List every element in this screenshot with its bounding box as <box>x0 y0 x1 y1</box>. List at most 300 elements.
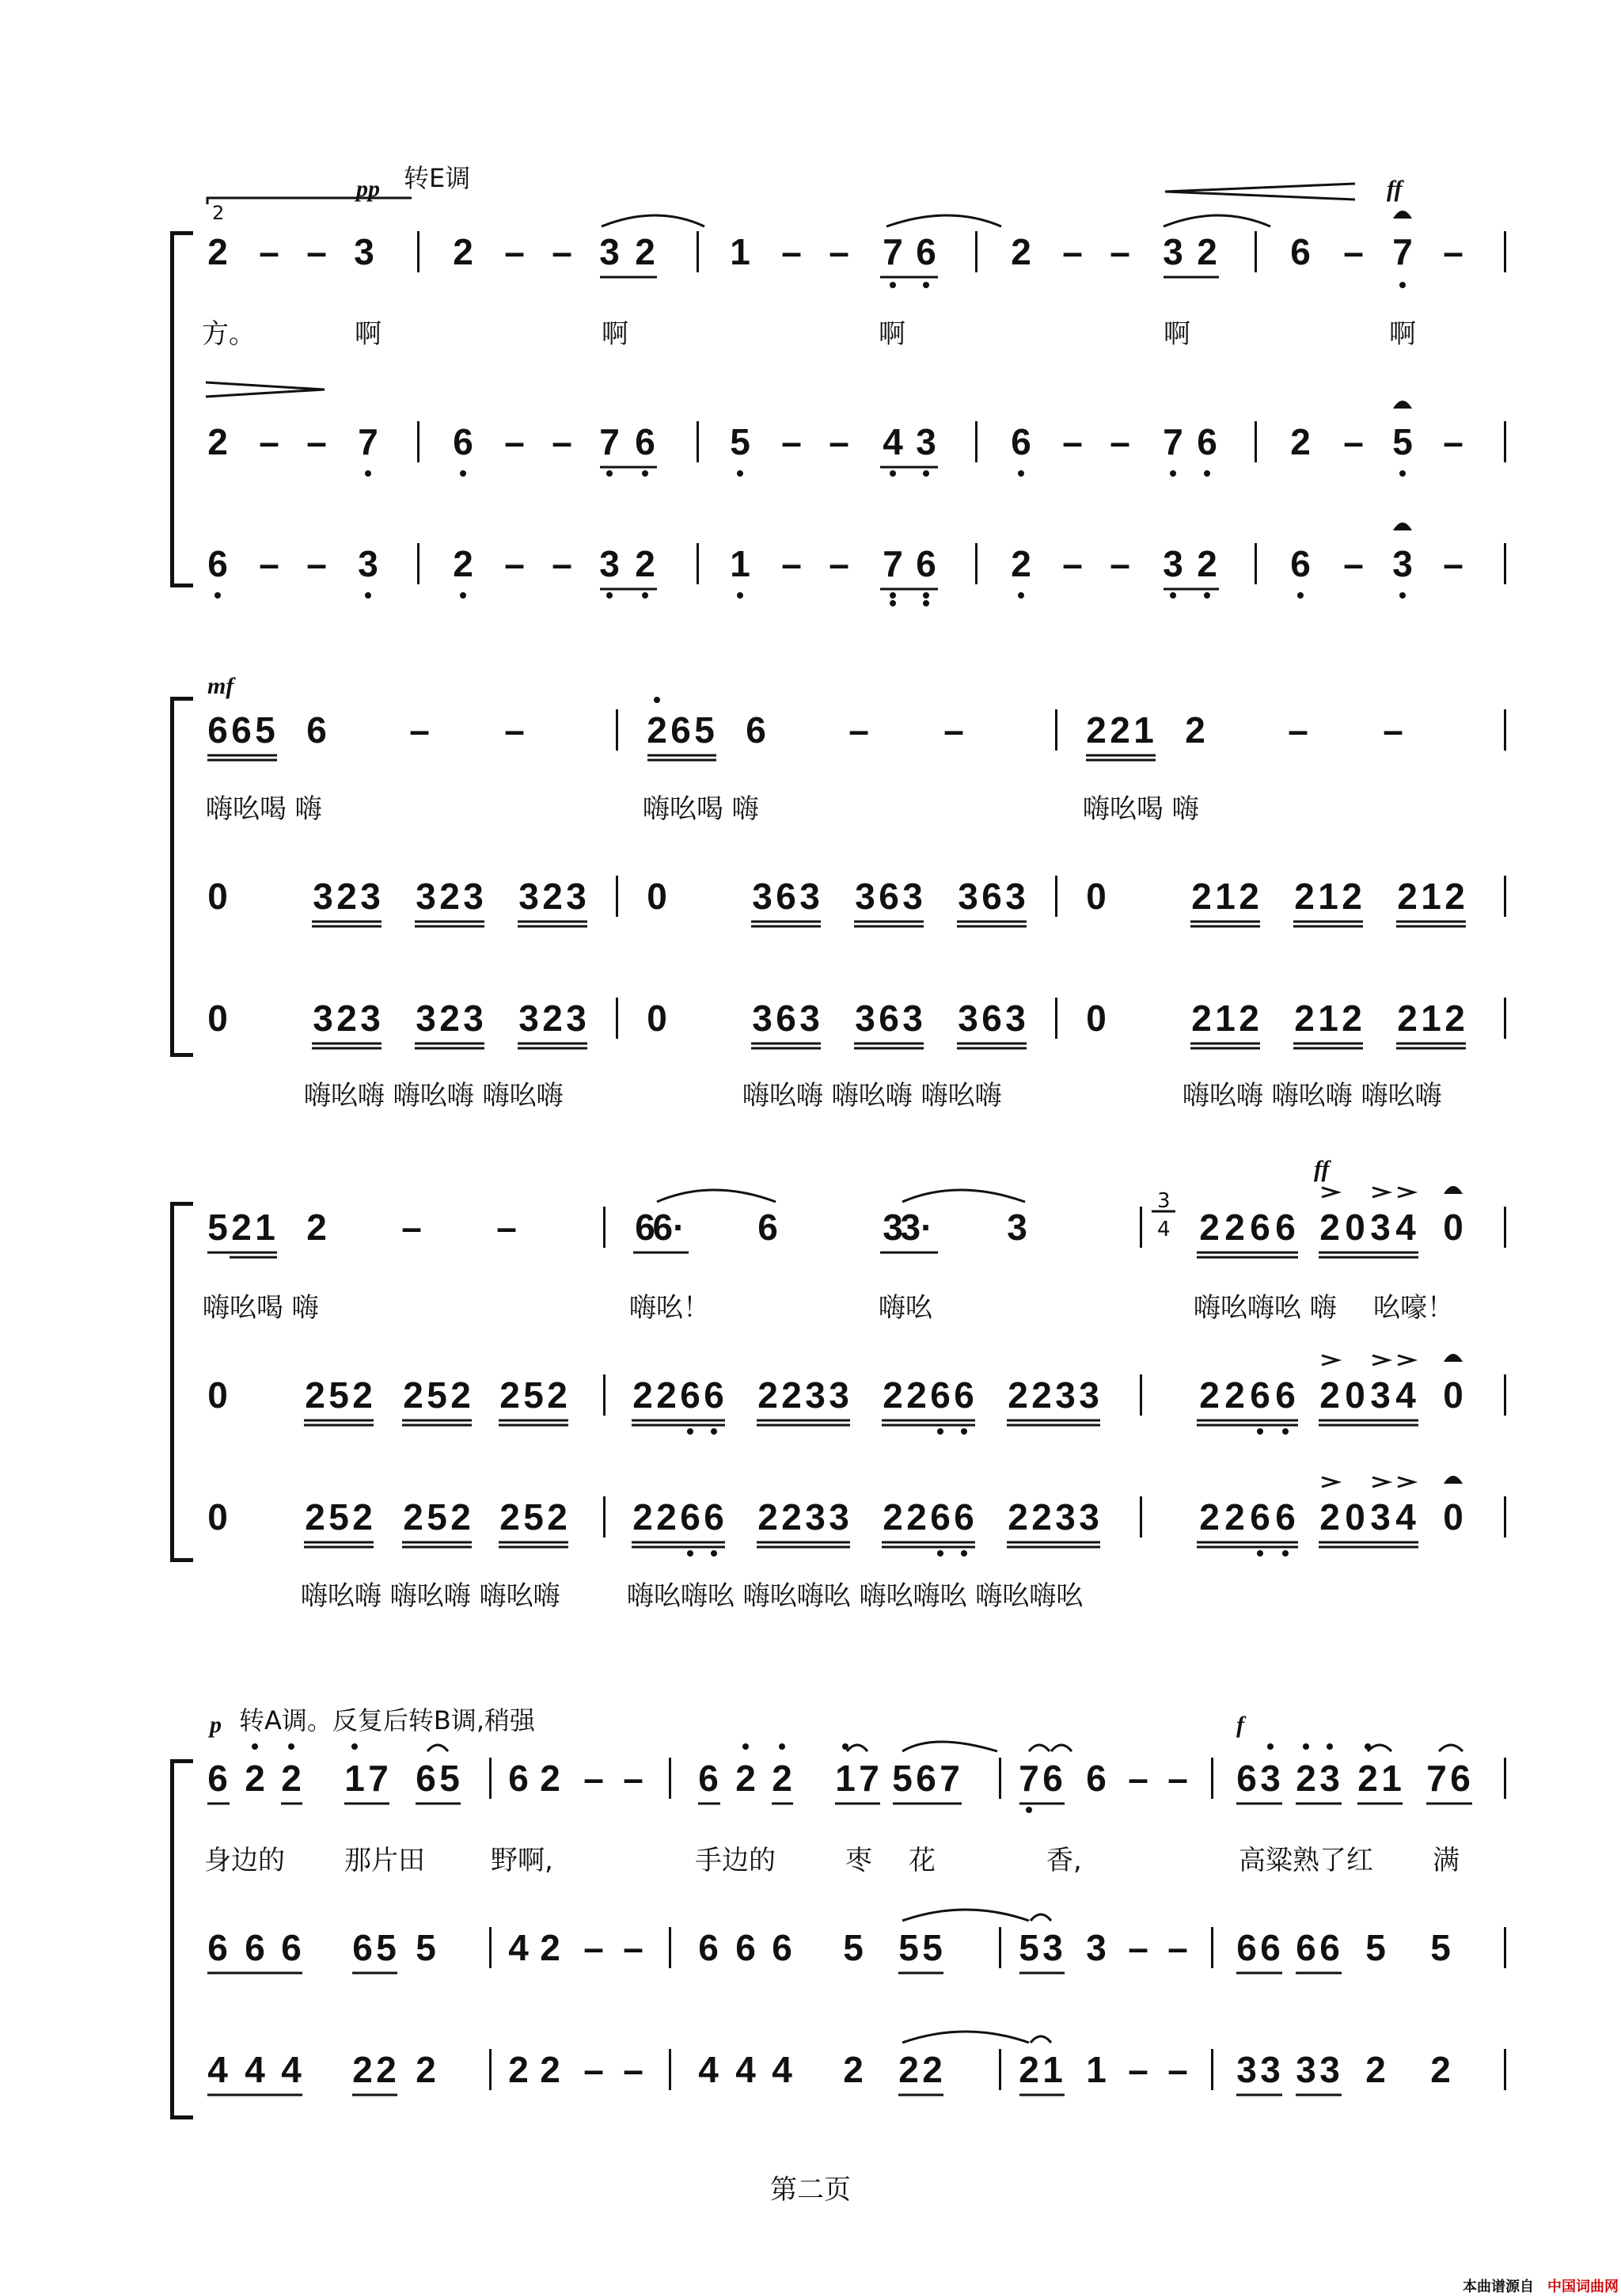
note-digit: 2 <box>336 998 357 1039</box>
note-digit: 3 <box>958 998 978 1039</box>
note-digit: 7 <box>599 421 620 462</box>
note-digit: 6 <box>635 421 655 462</box>
note-digit: 6 <box>231 709 252 751</box>
note-digit: 5 <box>922 1927 943 1968</box>
sustain-dash: – <box>1062 231 1083 272</box>
note-digit: 3 <box>1370 1374 1391 1416</box>
note-digit: 2 <box>656 1374 677 1416</box>
note-digit: 3 <box>958 876 978 917</box>
lyric: 满 <box>1433 1845 1460 1876</box>
lyric: 方。 <box>202 318 256 350</box>
note-digit: 2 <box>1199 1374 1220 1416</box>
sustain-dash: – <box>781 543 802 584</box>
note-digit: 6 <box>1250 1207 1270 1248</box>
note-digit: 2 <box>281 1758 302 1799</box>
note-digit: 1 <box>1215 998 1236 1039</box>
note-digit: 2 <box>1199 1496 1220 1538</box>
note-digit: 6 <box>680 1496 700 1538</box>
sustain-dash: – <box>1167 1758 1188 1799</box>
note-digit: 6 <box>1042 1758 1063 1799</box>
lyric: 枣 <box>845 1845 872 1876</box>
note-digit: 1 <box>1086 2049 1107 2090</box>
note-digit: 3 <box>416 876 436 917</box>
note-digit: 6 <box>704 1496 724 1538</box>
sustain-dash: – <box>623 1927 643 1968</box>
note-digit: 6 <box>1250 1496 1270 1538</box>
note-digit: 2 <box>1086 709 1107 751</box>
note-digit: 2 <box>1397 998 1418 1039</box>
note-digit: 0 <box>1443 1374 1463 1416</box>
note-digit: 2 <box>635 543 655 584</box>
sustain-dash: – <box>1128 1758 1148 1799</box>
note-digit: 6 <box>207 1758 228 1799</box>
note-digit: 3 <box>1319 2049 1340 2090</box>
note-digit: 7 <box>358 421 378 462</box>
note-digit: 6 <box>1319 1927 1340 1968</box>
note-digit: 7 <box>1019 1758 1039 1799</box>
dynamic-ff: ff <box>1387 176 1403 202</box>
sustain-dash: – <box>306 231 327 272</box>
sustain-dash: – <box>829 231 849 272</box>
note-digit: 6 <box>704 1374 724 1416</box>
note-digit: 2 <box>439 998 460 1039</box>
note-digit: 0 <box>207 1374 228 1416</box>
sustain-dash: – <box>259 543 279 584</box>
note-digit: 2 <box>883 1496 903 1538</box>
sustain-dash: – <box>504 421 525 462</box>
note-digit: 2 <box>1008 1496 1028 1538</box>
lyric: 花 <box>909 1845 936 1876</box>
note-digit: 2 <box>508 2049 529 2090</box>
note-digit: 1 <box>1381 1758 1402 1799</box>
note-digit: 6 <box>735 1927 756 1968</box>
sustain-dash: – <box>583 1758 604 1799</box>
note-digit: 2 <box>450 1374 471 1416</box>
note-digit: 3 <box>1163 231 1183 272</box>
note-digit: 4 <box>1395 1374 1416 1416</box>
note-digit: 5 <box>427 1496 447 1538</box>
note-digit: 2 <box>305 1374 325 1416</box>
note-digit: 3 <box>463 876 484 917</box>
note-digit: 6 <box>1236 1927 1257 1968</box>
lyric: 嗨吆嗨 嗨吆嗨 嗨吆嗨 <box>742 1080 1002 1112</box>
lyric: 嗨吆嗨吆 嗨吆嗨吆 嗨吆嗨吆 嗨吆嗨吆 <box>627 1580 1084 1612</box>
sustain-dash: – <box>1383 709 1403 751</box>
time-signature-top: 3 <box>1157 1189 1171 1213</box>
note-digit: 6 <box>1275 1374 1296 1416</box>
sustain-dash: – <box>1110 231 1130 272</box>
note-digit: 6 <box>776 876 796 917</box>
lyric: 那片田 <box>344 1845 425 1876</box>
note-digit: 5 <box>328 1496 349 1538</box>
lyric: 吆嚎！ <box>1373 1292 1454 1324</box>
note-digit: 2 <box>1019 2049 1039 2090</box>
note-digit: 2 <box>352 1374 373 1416</box>
key-change-label: 转A调。反复后转B调,稍强 <box>239 1705 536 1735</box>
note-digit: 2 <box>352 1496 373 1538</box>
note-digit: 3 <box>566 876 587 917</box>
note-digit: 5 <box>523 1374 544 1416</box>
note-digit: 2 <box>656 1496 677 1538</box>
note-digit: 2 <box>781 1496 802 1538</box>
note-digit: 6 <box>680 1374 700 1416</box>
note-digit: 2 <box>757 1374 778 1416</box>
sustain-dash: – <box>306 543 327 584</box>
note-digit: 4 <box>1395 1207 1416 1248</box>
note-digit: 2 <box>906 1496 927 1538</box>
note-digit: 2 <box>1319 1496 1340 1538</box>
note-digit: 1 <box>730 231 750 272</box>
note-digit: 1 <box>255 1207 275 1248</box>
note-digit: 2 <box>883 1374 903 1416</box>
note-digit: 6 <box>207 543 228 584</box>
note-digit: 5 <box>328 1374 349 1416</box>
note-digit: 2 <box>403 1374 423 1416</box>
note-digit: 2 <box>207 231 228 272</box>
sustain-dash: – <box>259 231 279 272</box>
note-digit: 4 <box>698 2049 719 2090</box>
lyric: 啊 <box>1389 318 1416 350</box>
note-digit: 2 <box>352 2049 373 2090</box>
note-digit: 2 <box>1444 998 1465 1039</box>
note-digit: 3 <box>1370 1496 1391 1538</box>
lyric: 啊 <box>879 318 905 350</box>
note-digit: 2 <box>1011 543 1031 584</box>
note-digit: 2 <box>542 876 563 917</box>
note-digit: 0 <box>1086 876 1107 917</box>
sustain-dash: – <box>1443 421 1463 462</box>
note-digit: 3 <box>360 876 381 917</box>
sustain-dash: – <box>1128 2049 1148 2090</box>
note-digit: 2 <box>1197 231 1217 272</box>
note-digit: 3 <box>752 998 773 1039</box>
note-digit: 2 <box>898 2049 919 2090</box>
note-digit: 6 <box>1296 1927 1316 1968</box>
note-digit: 3 <box>883 1207 903 1248</box>
note-digit: 2 <box>207 421 228 462</box>
sustain-dash: – <box>1110 543 1130 584</box>
note-digit: 2 <box>540 1758 560 1799</box>
note-digit: 0 <box>1443 1207 1463 1248</box>
note-digit: 3 <box>1079 1496 1099 1538</box>
lyric: 嗨吆嗨 嗨吆嗨 嗨吆嗨 <box>301 1580 560 1612</box>
sustain-dash: – <box>1443 543 1463 584</box>
note-digit: 2 <box>453 543 473 584</box>
note-digit: 2 <box>757 1496 778 1538</box>
note-digit: 2 <box>632 1496 653 1538</box>
note-digit: 3 <box>855 998 875 1039</box>
note-digit: 6 <box>1450 1758 1471 1799</box>
note-digit: 3 <box>1005 998 1026 1039</box>
note-digit: 6 <box>698 1927 719 1968</box>
note-digit: 3 <box>566 998 587 1039</box>
dynamic-ff: ff <box>1314 1156 1330 1182</box>
note-digit: 6 <box>1236 1758 1257 1799</box>
note-digit: 0 <box>1345 1207 1365 1248</box>
note-digit: 6 <box>776 998 796 1039</box>
lyric: 啊 <box>1164 318 1190 350</box>
sustain-dash: – <box>1167 2049 1188 2090</box>
page-number: 第二页 <box>770 2174 851 2206</box>
note-digit: 6 <box>930 1374 951 1416</box>
note-digit: 6 <box>879 998 899 1039</box>
note-digit: 6 <box>635 1207 655 1248</box>
note-digit: 1 <box>1421 998 1441 1039</box>
note-digit: 5 <box>427 1374 447 1416</box>
note-digit: 2 <box>1239 876 1259 917</box>
lyric: 嗨吆喝 嗨 <box>206 793 322 825</box>
note-digit: 6 <box>1290 543 1311 584</box>
note-digit: 6 <box>1275 1496 1296 1538</box>
note-digit: 1 <box>1318 998 1338 1039</box>
note-digit: 3· <box>900 1207 933 1248</box>
sustain-dash: – <box>781 231 802 272</box>
note-digit: 7 <box>883 543 903 584</box>
sustain-dash: – <box>259 421 279 462</box>
note-digit: 3 <box>829 1374 849 1416</box>
note-digit: 5 <box>843 1927 864 1968</box>
note-digit: 6 <box>508 1758 529 1799</box>
sustain-dash: – <box>829 543 849 584</box>
sustain-dash: – <box>583 2049 604 2090</box>
note-digit: 6 <box>207 1927 228 1968</box>
note-digit: 6 <box>954 1374 974 1416</box>
note-digit: 7 <box>883 231 903 272</box>
lyric: 嗨吆 <box>879 1292 932 1324</box>
note-digit: 2 <box>772 1758 792 1799</box>
note-digit: 5 <box>207 1207 228 1248</box>
note-digit: 2 <box>632 1374 653 1416</box>
note-digit: 5 <box>730 421 750 462</box>
note-digit: 2 <box>336 876 357 917</box>
note-digit: 2 <box>1397 876 1418 917</box>
lyric: 高粱熟了红 <box>1239 1845 1373 1876</box>
sustain-dash: – <box>781 421 802 462</box>
sustain-dash: – <box>1062 421 1083 462</box>
note-digit: 1 <box>835 1758 856 1799</box>
note-digit: 6 <box>954 1496 974 1538</box>
note-digit: 0 <box>647 998 667 1039</box>
note-digit: 3 <box>1055 1374 1076 1416</box>
note-digit: 6 <box>698 1758 719 1799</box>
note-digit: 2 <box>1110 709 1130 751</box>
note-digit: 2 <box>735 1758 756 1799</box>
note-digit: 6 <box>772 1927 792 1968</box>
lyric: 野啊, <box>491 1845 553 1876</box>
note-digit: 6 <box>1290 231 1311 272</box>
note-digit: 2 <box>1430 2049 1451 2090</box>
note-digit: 2 <box>1185 709 1205 751</box>
note-digit: 2 <box>305 1496 325 1538</box>
note-digit: 3 <box>313 876 333 917</box>
note-digit: 0 <box>1086 998 1107 1039</box>
note-digit: 2 <box>1294 876 1315 917</box>
note-digit: 3 <box>463 998 484 1039</box>
note-digit: 6 <box>930 1496 951 1538</box>
sustain-dash: – <box>552 543 572 584</box>
lyric: 手边的 <box>695 1845 776 1876</box>
note-digit: 3 <box>805 1374 826 1416</box>
key-change-label: 转E调 <box>404 163 471 193</box>
note-digit: 3 <box>1007 1207 1027 1248</box>
note-digit: 3 <box>1042 1927 1063 1968</box>
note-digit: 2 <box>1319 1374 1340 1416</box>
note-digit: 3 <box>1055 1496 1076 1538</box>
note-digit: 6 <box>352 1927 373 1968</box>
note-digit: 1 <box>344 1758 365 1799</box>
note-digit: 2 <box>439 876 460 917</box>
sustain-dash: – <box>552 421 572 462</box>
note-digit: 1 <box>1133 709 1154 751</box>
note-digit: 6 <box>1260 1927 1281 1968</box>
note-digit: 2 <box>542 998 563 1039</box>
note-digit: 5 <box>1430 1927 1451 1968</box>
note-digit: 3 <box>354 231 374 272</box>
sustain-dash: – <box>552 231 572 272</box>
note-digit: 7 <box>859 1758 879 1799</box>
note-digit: 2 <box>540 2049 560 2090</box>
note-digit: 6 <box>746 709 766 751</box>
note-digit: 6 <box>670 709 691 751</box>
note-digit: 1 <box>1042 2049 1063 2090</box>
lyric: 嗨吆嗨 嗨吆嗨 嗨吆嗨 <box>304 1080 564 1112</box>
note-digit: 5 <box>1019 1927 1039 1968</box>
note-digit: 1 <box>1318 876 1338 917</box>
note-digit: 2 <box>1365 2049 1386 2090</box>
note-digit: 1 <box>730 543 750 584</box>
note-digit: 3 <box>916 421 936 462</box>
note-digit: 3 <box>1236 2049 1257 2090</box>
note-digit: 2 <box>547 1496 568 1538</box>
note-digit: 2 <box>540 1927 560 1968</box>
note-digit: 3 <box>1086 1927 1107 1968</box>
note-digit: 6 <box>306 709 327 751</box>
note-digit: 3 <box>599 543 620 584</box>
sustain-dash: – <box>1443 231 1463 272</box>
note-digit: 5 <box>255 709 275 751</box>
sustain-dash: – <box>1167 1927 1188 1968</box>
note-digit: 3 <box>1005 876 1026 917</box>
sustain-dash: – <box>401 1207 422 1248</box>
time-signature-bottom: 4 <box>1157 1218 1171 1241</box>
note-digit: 4 <box>1395 1496 1416 1538</box>
note-digit: 3 <box>599 231 620 272</box>
sustain-dash: – <box>1128 1927 1148 1968</box>
note-digit: 2 <box>1290 421 1311 462</box>
note-digit: 6 <box>207 709 228 751</box>
note-digit: 6 <box>916 231 936 272</box>
note-digit: 6 <box>245 1927 265 1968</box>
note-digit: 3 <box>829 1496 849 1538</box>
note-digit: 6 <box>981 998 1002 1039</box>
note-digit: 5 <box>523 1496 544 1538</box>
note-digit: 3 <box>358 543 378 584</box>
sustain-dash: – <box>943 709 964 751</box>
note-digit: 2 <box>1444 876 1465 917</box>
note-digit: 5 <box>1392 421 1413 462</box>
sustain-dash: – <box>306 421 327 462</box>
sustain-dash: – <box>1062 543 1083 584</box>
note-digit: 2 <box>1031 1496 1052 1538</box>
note-digit: 3 <box>1079 1374 1099 1416</box>
sustain-dash: – <box>848 709 869 751</box>
note-digit: 0 <box>1345 1496 1365 1538</box>
note-digit: 3 <box>518 998 539 1039</box>
note-digit: 2 <box>416 2049 436 2090</box>
note-digit: 2 <box>403 1496 423 1538</box>
note-digit: 3 <box>1392 543 1413 584</box>
note-digit: 3 <box>1370 1207 1391 1248</box>
note-digit: 2 <box>781 1374 802 1416</box>
note-digit: 2 <box>547 1374 568 1416</box>
note-digit: 0 <box>207 1496 228 1538</box>
note-digit: 4 <box>883 421 903 462</box>
note-digit: 2 <box>1011 231 1031 272</box>
note-digit: 1 <box>1215 876 1236 917</box>
sustain-dash: – <box>504 709 525 751</box>
note-digit: 3 <box>1163 543 1183 584</box>
note-digit: 2 <box>843 2049 864 2090</box>
note-digit: 6 <box>281 1927 302 1968</box>
note-digit: 3 <box>1260 2049 1281 2090</box>
note-digit: 2 <box>245 1758 265 1799</box>
note-digit: 2 <box>1357 1758 1378 1799</box>
note-digit: 2 <box>1342 876 1362 917</box>
dynamic-f: f <box>1236 1712 1244 1738</box>
note-digit: 2 <box>1197 543 1217 584</box>
note-digit: 2 <box>499 1496 520 1538</box>
note-digit: 3 <box>416 998 436 1039</box>
note-digit: 2 <box>922 2049 943 2090</box>
lyric: 嗨吆！ <box>629 1292 710 1324</box>
lyric: 身边的 <box>204 1845 285 1876</box>
note-digit: 3 <box>902 876 923 917</box>
note-digit: 0 <box>207 998 228 1039</box>
dynamic-mf: mf <box>207 673 234 699</box>
note-digit: 3 <box>805 1496 826 1538</box>
note-digit: 2 <box>376 2049 397 2090</box>
lyric: 嗨吆嗨 嗨吆嗨 嗨吆嗨 <box>1183 1080 1442 1112</box>
note-digit: 3 <box>1260 1758 1281 1799</box>
note-digit: 6 <box>453 421 473 462</box>
note-digit: 5 <box>892 1758 913 1799</box>
volta-number: 2 <box>212 202 225 224</box>
note-digit: 2 <box>1031 1374 1052 1416</box>
note-digit: 3 <box>1296 2049 1316 2090</box>
note-digit: 5 <box>376 1927 397 1968</box>
note-digit: 6 <box>1011 421 1031 462</box>
note-digit: 2 <box>1239 998 1259 1039</box>
note-digit: 2 <box>231 1207 252 1248</box>
lyric: 啊 <box>355 318 382 350</box>
note-digit: 1 <box>1421 876 1441 917</box>
note-digit: 4 <box>735 2049 756 2090</box>
lyric: 嗨吆嗨吆 嗨 <box>1194 1292 1337 1324</box>
watermark-source: 本曲谱源自 <box>1463 2279 1534 2295</box>
note-digit: 6 <box>981 876 1002 917</box>
sustain-dash: – <box>623 2049 643 2090</box>
note-digit: 6 <box>916 1758 936 1799</box>
note-digit: 3 <box>518 876 539 917</box>
note-digit: 2 <box>306 1207 327 1248</box>
note-digit: 2 <box>1319 1207 1340 1248</box>
note-digit: 3 <box>799 876 820 917</box>
note-digit: 2 <box>453 231 473 272</box>
note-digit: 3 <box>752 876 773 917</box>
note-digit: 3 <box>313 998 333 1039</box>
note-digit: 0 <box>1345 1374 1365 1416</box>
note-digit: 7 <box>1426 1758 1447 1799</box>
